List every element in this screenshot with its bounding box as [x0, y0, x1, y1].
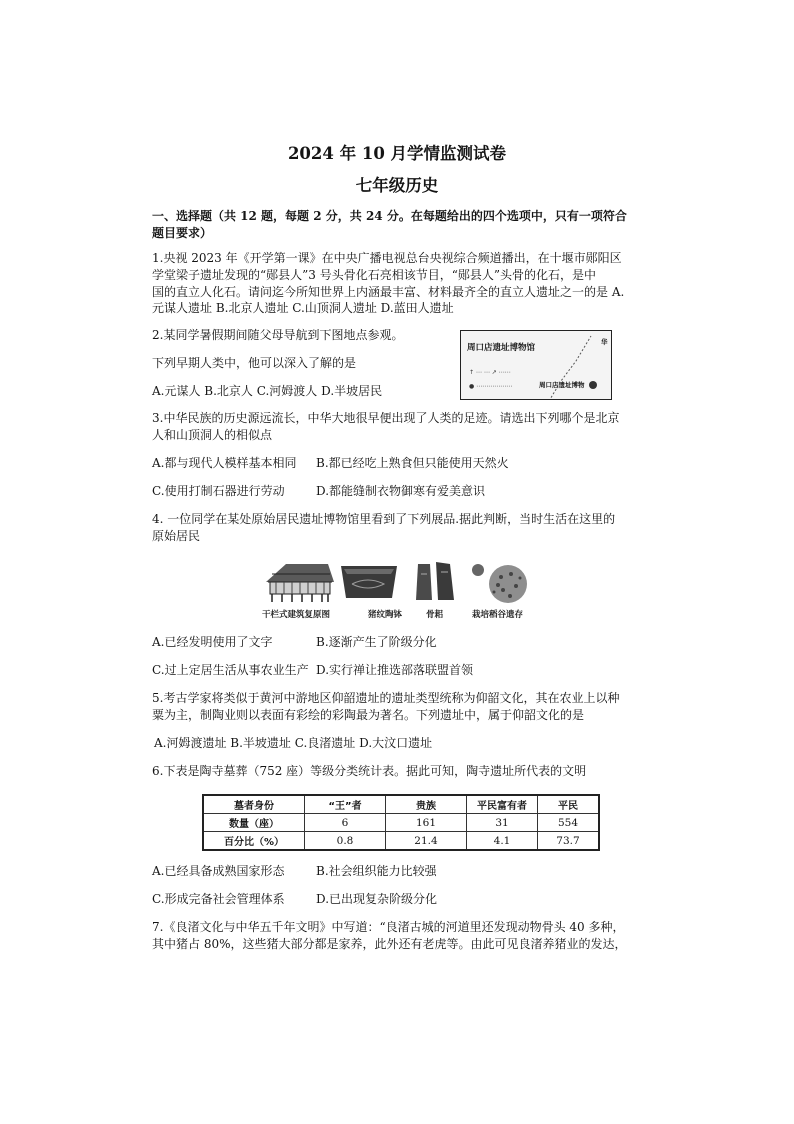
table-row: [203, 814, 599, 832]
q3-line2: 人和山顶洞人的相似点: [152, 428, 273, 442]
caption-rice-remains: 栽培稻谷遗存: [472, 610, 524, 620]
caption-bone-spade: 骨耜: [426, 610, 444, 620]
table-cell: 21.4: [386, 832, 467, 851]
q4-option-a: A.已经发明使用了文字: [152, 635, 273, 649]
navigation-map-image: [460, 330, 612, 400]
q3-option-c: C.使用打制石器进行劳动: [152, 484, 285, 498]
table-cell: 百分比（%）: [203, 832, 305, 851]
q6-option-b: B.社会组织能力比较强: [316, 864, 437, 878]
table-header-cell: “王”者: [305, 795, 386, 814]
q2-options: A.元谋人 B.北京人 C.河姆渡人 D.半坡居民: [152, 384, 383, 398]
q4-line1: 4. 一位同学在某处原始居民遗址博物馆里看到了下列展品.据此判断，当时生活在这里的: [152, 512, 616, 526]
rice-remains-image: [470, 560, 530, 604]
q3-option-a: A.都与现代人模样基本相同: [152, 456, 297, 470]
q5-line1: 5.考古学家将类似于黄河中游地区仰韶遗址的遗址类型统称为仰韶文化，其在农业上以种: [152, 691, 620, 705]
map-legend-1: ↑ ⋯ ⋯ ↗ ⋯⋯: [469, 369, 511, 376]
q3-option-d: D.都能缝制衣物御寒有爱美意识: [316, 484, 486, 498]
section-heading-line1: 一、选择题（共 12 题，每题 2 分，共 24 分。在每题给出的四个选项中，只有一项符合: [152, 209, 627, 223]
table-header-row: [203, 795, 599, 814]
pottery-bowl-image: [338, 560, 400, 604]
map-title: 周口店遗址博物馆: [467, 343, 536, 353]
q6-option-c: C.形成完备社会管理体系: [152, 892, 285, 906]
table-header-cell: 平民富有者: [467, 795, 538, 814]
q4-option-c: C.过上定居生活从事农业生产: [152, 663, 309, 677]
section-heading-line2: 题目要求）: [152, 226, 213, 240]
caption-stilt-house: 干栏式建筑复原图: [262, 610, 331, 620]
caption-pottery-bowl: 猪纹陶钵: [368, 610, 403, 620]
table-row: [203, 832, 599, 851]
page-title: 2024 年 10 月学情监测试卷: [287, 144, 507, 163]
q5-options: A.河姆渡遗址 B.半坡遗址 C.良渚遗址 D.大汶口遗址: [154, 736, 433, 750]
q2-stem2: 下列早期人类中，他可以深入了解的是: [152, 356, 357, 370]
q1-line1: 1.央视 2023 年《开学第一课》在中央广播电视总台央视综合频道播出，在十堰市郧阳区: [152, 251, 622, 265]
stilt-house-image: [262, 560, 336, 604]
map-legend-2: ● ⋯⋯⋯⋯⋯⋯: [469, 383, 513, 390]
q2-stem: 2.某同学暑假期间随父母导航到下图地点参观。: [152, 328, 404, 342]
burial-statistics-table: [202, 794, 600, 851]
table-cell: 0.8: [305, 832, 386, 851]
q6-stem: 6.下表是陶寺墓葬（752 座）等级分类统计表。据此可知，陶寺遗址所代表的文明: [152, 764, 587, 778]
table-cell: 73.7: [538, 832, 600, 851]
q4-line2: 原始居民: [152, 529, 201, 543]
q3-option-b: B.都已经吃上熟食但只能使用天然火: [316, 456, 509, 470]
table-cell: 数量（座）: [203, 814, 305, 832]
q4-option-b: B.逐渐产生了阶级分化: [316, 635, 437, 649]
bone-spade-image: [412, 560, 458, 604]
table-cell: 31: [467, 814, 538, 832]
q4-option-d: D.实行禅让推选部落联盟首领: [316, 663, 474, 677]
table-cell: 554: [538, 814, 600, 832]
table-header-cell: 贵族: [386, 795, 467, 814]
q1-line2: 学堂梁子遗址发现的“郧县人”3 号头骨化石亮相该节目，“郧县人”头骨的化石，是中: [152, 268, 596, 282]
q1-line4: 元谋人遗址 B.北京人遗址 C.山顶洞人遗址 D.蓝田人遗址: [152, 301, 454, 315]
q6-option-a: A.已经具备成熟国家形态: [152, 864, 285, 878]
map-location-label: 周口店遗址博物: [539, 381, 585, 389]
table-cell: 161: [386, 814, 467, 832]
table-cell: 6: [305, 814, 386, 832]
table-header-cell: 平民: [538, 795, 600, 814]
q7-line1: 7.《良渚文化与中华五千年文明》中写道：“良渚古城的河道里还发现动物骨头 40 多种，: [152, 920, 625, 934]
q7-line2: 其中猪占 80%，这些猪大部分都是家养，此外还有老虎等。由此可见良渚养猪业的发达，: [152, 937, 627, 951]
table-header-cell: 墓者身份: [203, 795, 305, 814]
page-subtitle: 七年级历史: [355, 176, 439, 195]
table-cell: 4.1: [467, 832, 538, 851]
q3-line1: 3.中华民族的历史源远流长，中华大地很早便出现了人类的足迹。请选出下列哪个是北京: [152, 411, 620, 425]
q5-line2: 粟为主，制陶业则以表面有彩绘的彩陶最为著名。下列遗址中，属于仰韶文化的是: [152, 708, 585, 722]
q6-option-d: D.已出现复杂阶级分化: [316, 892, 438, 906]
map-corner-label: 华: [601, 338, 608, 346]
q1-line3: 国的直立人化石。请问迄今所知世界上内涵最丰富、材料最齐全的直立人遗址之一的是 A.: [152, 285, 625, 299]
